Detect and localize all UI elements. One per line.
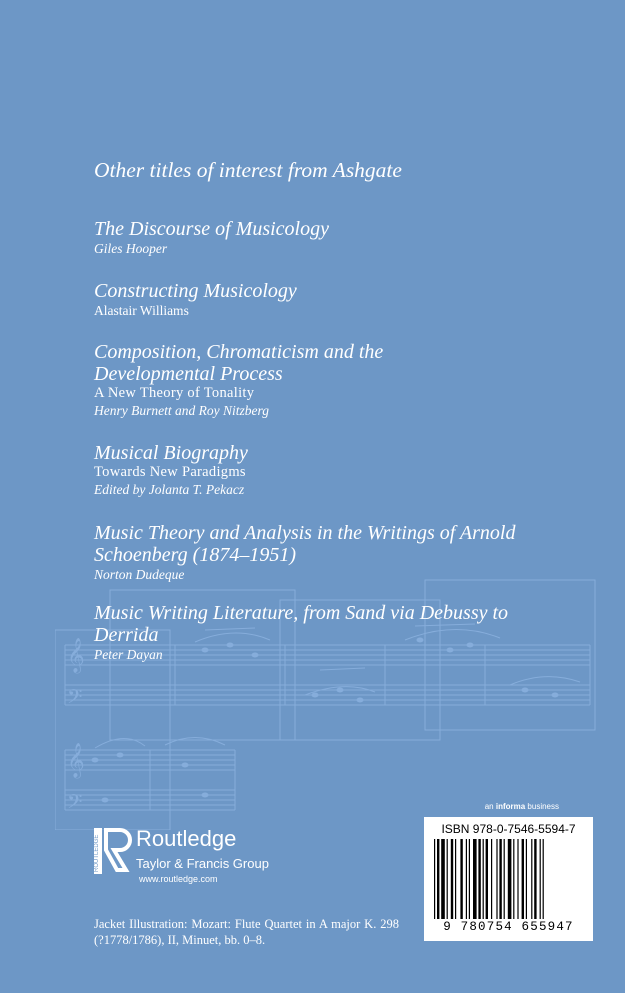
list-item [94, 341, 594, 442]
book-author: Alastair Williams [94, 303, 189, 318]
svg-text:𝄞: 𝄞 [67, 743, 85, 778]
isbn-label: ISBN 978-0-7546-5594-7 [441, 822, 576, 836]
book-title: Composition, Chromaticism and the Developmental Process [94, 341, 384, 385]
book-author: Peter Dayan [94, 647, 163, 662]
publisher-group: Taylor & Francis Group [136, 856, 269, 871]
svg-text:𝄢: 𝄢 [67, 790, 83, 818]
book-title: Music Writing Literature, from Sand via Debussy to Derrida [94, 602, 509, 646]
isbn-barcode [424, 817, 593, 941]
svg-text:𝄢: 𝄢 [67, 685, 83, 713]
list-item [94, 442, 594, 522]
book-subtitle: A New Theory of Tonality [94, 385, 255, 401]
routledge-logo-icon [92, 826, 132, 876]
titles-list [94, 218, 594, 664]
book-subtitle: Towards New Paradigms [94, 464, 246, 480]
isbn-digits: 9 780754 655947 [443, 920, 574, 934]
book-title: Constructing Musicology [94, 280, 297, 302]
publisher-url: www.routledge.com [139, 874, 218, 884]
series-heading: Other titles of interest from Ashgate [94, 158, 402, 182]
book-author: Henry Burnett and Roy Nitzberg [94, 403, 269, 418]
book-title: Music Theory and Analysis in the Writings of Arnold Schoenberg (1874–1951) [94, 522, 516, 566]
book-title: Musical Biography [94, 442, 248, 464]
barcode-icon [434, 839, 583, 919]
jacket-illustration-credit: Jacket Illustration: Mozart: Flute Quartet in A major K. 298 (?1778/1786), II, Minuet, bb. 0–8. [94, 917, 399, 947]
book-title: The Discourse of Musicology [94, 218, 329, 240]
list-item [94, 218, 594, 280]
svg-text:ROUTLEDGE: ROUTLEDGE [94, 834, 100, 872]
book-author: Edited by Jolanta T. Pekacz [94, 482, 245, 497]
publisher-name: Routledge [136, 826, 237, 851]
book-author: Norton Dudeque [94, 567, 185, 582]
list-item [94, 602, 594, 664]
list-item [94, 280, 594, 341]
list-item [94, 522, 594, 602]
book-author: Giles Hooper [94, 241, 168, 256]
informa-tagline: an informa business [484, 802, 559, 811]
svg-text:𝄞: 𝄞 [67, 638, 85, 673]
